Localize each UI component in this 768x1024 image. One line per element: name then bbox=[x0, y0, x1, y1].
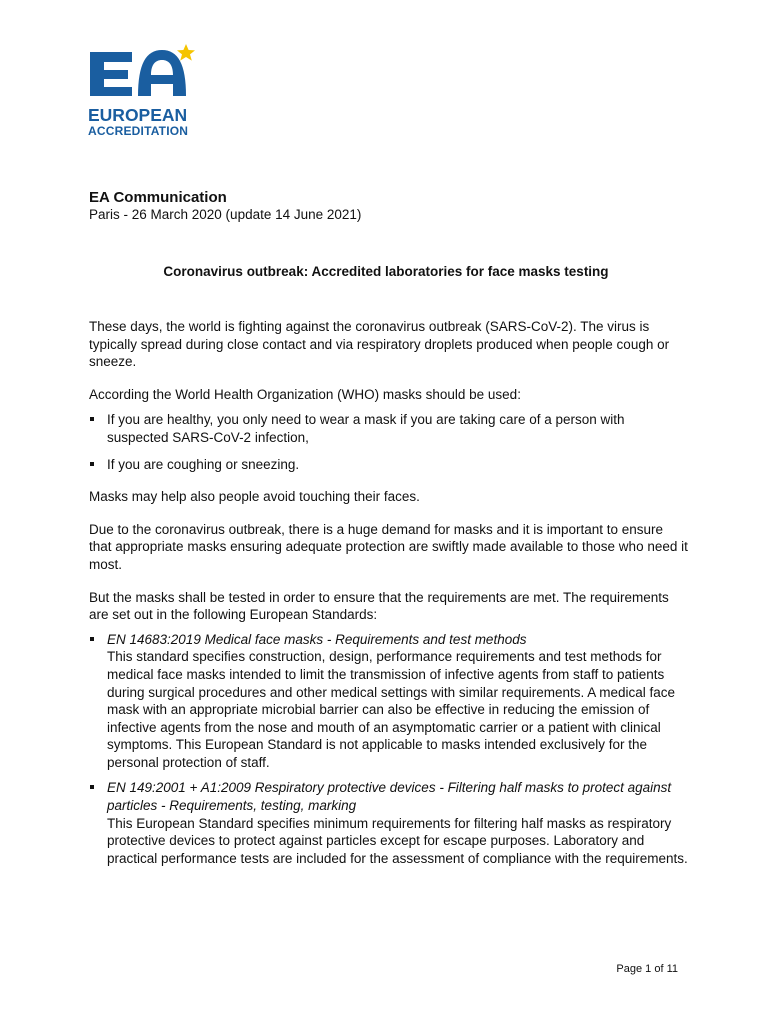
who-bullet-list bbox=[89, 411, 689, 473]
document-body bbox=[89, 318, 689, 882]
standards-list bbox=[89, 631, 689, 868]
communication-date: Paris - 26 March 2020 (update 14 June 2021) bbox=[89, 207, 362, 222]
paragraph-who: According the World Health Organization (WHO) masks should be used: bbox=[89, 386, 521, 402]
list-item: If you are coughing or sneezing. bbox=[89, 456, 689, 474]
standard-item bbox=[89, 631, 689, 772]
paragraph-faces: Masks may help also people avoid touching their faces. bbox=[89, 489, 420, 505]
standard-description: This standard specifies construction, design, performance requirements and test methods for medical face masks intended to limit the transmission of infective agents from staff to patients during surgical procedures and other medical settings with similar requirements. A medical face mask with an appropriate microbial barrier can also be effective in reducing the emission of infective agents from the nose and mouth of an asymptomatic carrier or a patient with clinical symptoms. This European Standard is not applicable to masks intended exclusively for the personal protection of staff. bbox=[107, 649, 676, 770]
standard-description: This European Standard specifies minimum requirements for filtering half masks as respiratory protective devices to protect against particles except for escape purposes. Laboratory and practical performance tests are included for the assessment of compliance with the requirements. bbox=[107, 815, 688, 866]
ea-logo-mark-icon bbox=[88, 44, 198, 102]
logo-european-text: EUROPEAN bbox=[88, 105, 188, 125]
document-title-text: Coronavirus outbreak: Accredited laboratories for face masks testing bbox=[163, 264, 609, 279]
standard-title: EN 149:2001 + A1:2009 Respiratory protective devices - Filtering half masks to protect against particles - Requirements, testing, marking bbox=[107, 780, 672, 814]
standard-title: EN 14683:2019 Medical face masks - Requirements and test methods bbox=[107, 631, 527, 647]
ea-logo bbox=[88, 44, 198, 144]
list-item: If you are healthy, you only need to wear a mask if you are taking care of a person with suspected SARS-CoV-2 infection, bbox=[89, 411, 689, 446]
paragraph-standards-intro: But the masks shall be tested in order to ensure that the requirements are met. The requirements are set out in the following European Standards: bbox=[89, 589, 669, 623]
standard-item bbox=[89, 779, 689, 867]
communication-title: EA Communication bbox=[89, 189, 227, 206]
document-title bbox=[0, 264, 768, 279]
paragraph-demand: Due to the coronavirus outbreak, there is a huge demand for masks and it is important to ensure that appropriate masks ensuring adequate protection are swiftly made available to those who need it most. bbox=[89, 521, 688, 572]
paragraph-intro: These days, the world is fighting against the coronavirus outbreak (SARS-CoV-2). The virus is typically spread during close contact and via respiratory droplets produced when people cough or sneeze. bbox=[89, 319, 670, 370]
logo-accreditation-text: ACCREDITATION bbox=[88, 124, 189, 138]
page-number: Page 1 of 11 bbox=[616, 963, 678, 975]
